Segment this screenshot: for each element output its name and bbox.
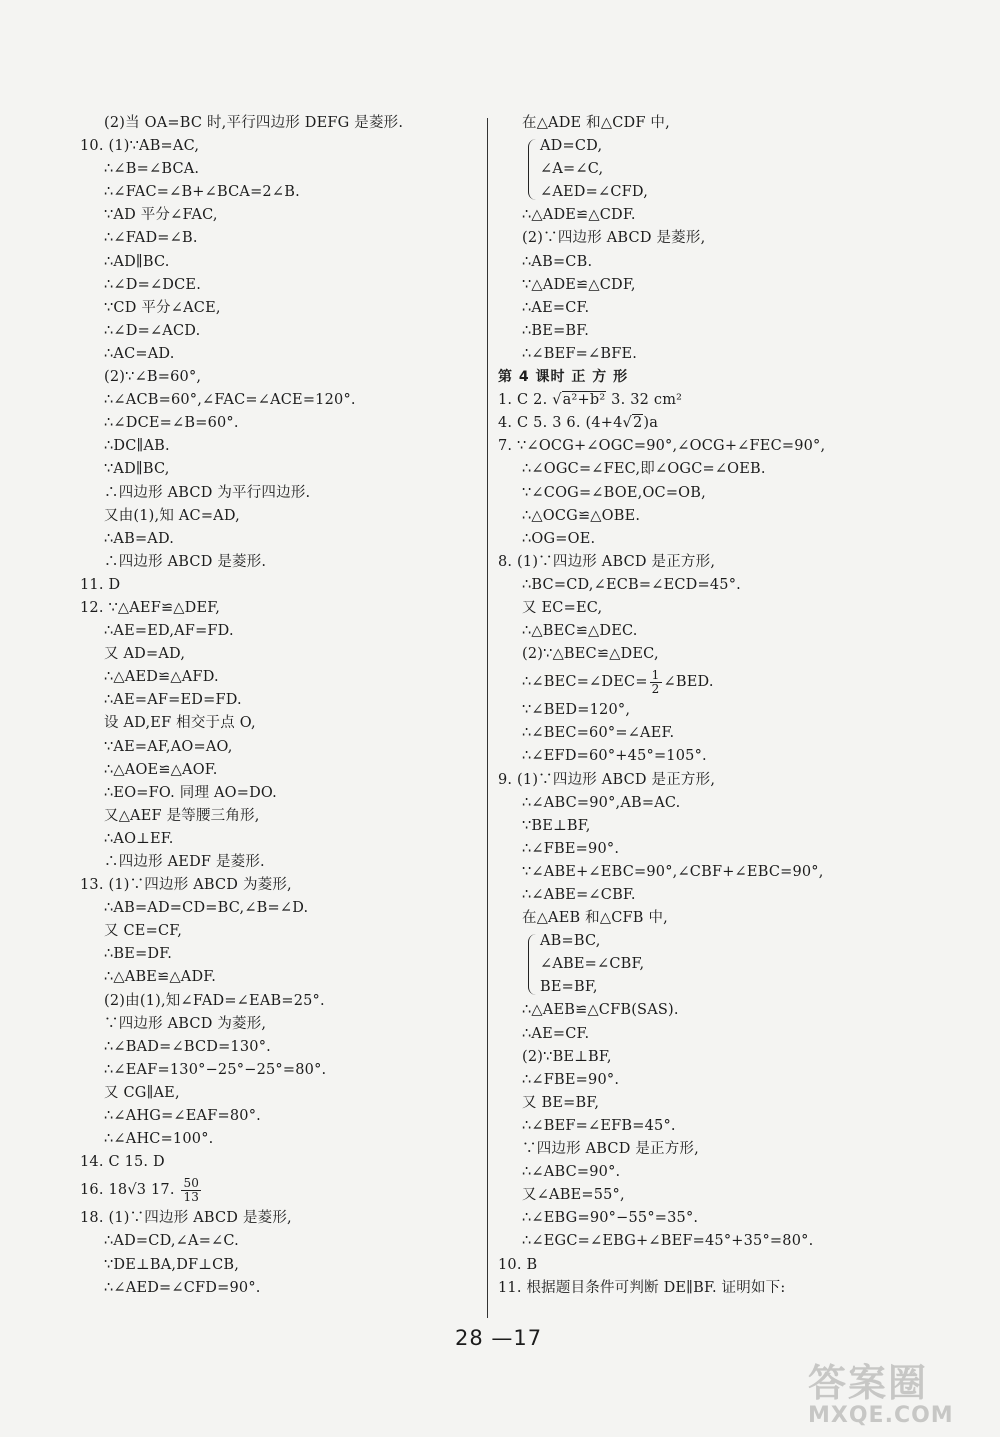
- text-line: ∵BE⊥BF,: [522, 817, 591, 834]
- text-line: ∴AD∥BC.: [104, 253, 170, 270]
- text-line: ∴∠AHC=100°.: [104, 1131, 214, 1148]
- text-line: ∴四边形 ABCD 是菱形.: [104, 553, 267, 570]
- text-line: ∴AE=CF.: [522, 1025, 590, 1042]
- text-line: ∴AO⊥EF.: [104, 830, 174, 847]
- text-line: 18. (1)∵四边形 ABCD 是菱形,: [80, 1210, 292, 1227]
- text-line: ∴AB=CB.: [522, 253, 593, 270]
- text-line: ∴∠EGC=∠EBG+∠BEF=45°+35°=80°.: [522, 1233, 814, 1250]
- text-line: ∴四边形 AEDF 是菱形.: [104, 854, 265, 870]
- left-brace: [528, 139, 537, 200]
- radical-sign: √: [622, 415, 632, 432]
- text-line: 在△AEB 和△CFB 中,: [522, 910, 668, 927]
- brace-system: [498, 930, 938, 999]
- text-line: (2)∵BE⊥BF,: [522, 1048, 612, 1065]
- text-line: 11. 根据题目条件可判断 DE∥BF. 证明如下:: [498, 1279, 786, 1296]
- watermark-url: MXQE.COM: [808, 1403, 954, 1428]
- watermark-logo: [808, 1352, 978, 1428]
- text-line: ∴EO=FO. 同理 AO=DO.: [104, 784, 277, 801]
- text-line: ∴△AOE≌△AOF.: [104, 761, 218, 778]
- line-text: )a: [643, 415, 659, 432]
- page-number: 28 —17: [455, 1326, 543, 1350]
- text-line: ∴∠FBE=90°.: [522, 840, 620, 857]
- text-line: 13. (1)∵四边形 ABCD 为菱形,: [80, 877, 292, 894]
- text-line: ∴∠ABC=90°,AB=AC.: [522, 794, 681, 811]
- text-line: ∴∠EAF=130°−25°−25°=80°.: [104, 1061, 327, 1078]
- text-line: [498, 389, 938, 412]
- text-line: ∴△ADE≌△CDF.: [522, 207, 636, 224]
- text-line: 9. (1)∵四边形 ABCD 是正方形,: [498, 771, 716, 788]
- text-line: ∵四边形 ABCD 是正方形,: [522, 1141, 699, 1158]
- text-line: ∴AE=AF=ED=FD.: [104, 692, 242, 709]
- text-line: 又 AD=AD,: [104, 646, 186, 663]
- text-line: ∵∠BED=120°,: [522, 702, 631, 719]
- text-line: ∴△AED≌△AFD.: [104, 669, 219, 686]
- text-line: [498, 666, 938, 699]
- text-line: ∴四边形 ABCD 为平行四边形.: [104, 484, 311, 501]
- text-line: 8. (1)∵四边形 ABCD 是正方形,: [498, 553, 716, 570]
- text-line: ∴OG=OE.: [522, 530, 596, 547]
- text-line: ∴BE=DF.: [104, 946, 173, 963]
- text-line: 又△AEF 是等腰三角形,: [104, 807, 260, 824]
- text-line: ∴△OCG≌△OBE.: [522, 507, 641, 524]
- line-text: ∴∠BEC=∠DEC=: [522, 674, 648, 691]
- text-line: ∵CD 平分∠ACE,: [104, 299, 221, 316]
- line-text: 3. 32 cm²: [606, 392, 683, 409]
- text-line: ∴∠EFD=60°+45°=105°.: [522, 748, 707, 765]
- brace-line: BE=BF,: [540, 979, 598, 996]
- text-line: ∴∠FAD=∠B.: [104, 230, 198, 247]
- text-line: ∴AB=AD.: [104, 530, 175, 547]
- text-line: ∵AD 平分∠FAC,: [104, 207, 218, 224]
- text-line: ∴AE=CF.: [522, 299, 590, 316]
- text-line: ∵四边形 ABCD 为菱形,: [104, 1015, 267, 1032]
- text-line: ∵AD∥BC,: [104, 461, 170, 478]
- text-line: ∴∠BEF=∠EFB=45°.: [522, 1117, 676, 1134]
- text-line: ∴∠ABE=∠CBF.: [522, 887, 636, 903]
- text-line: ∵∠COG=∠BOE,OC=OB,: [522, 484, 706, 501]
- text-line: ∴∠ABC=90°.: [522, 1164, 621, 1181]
- line-text: 16. 18√3 17.: [80, 1182, 180, 1199]
- line-text: 1. C 2.: [498, 392, 553, 409]
- text-line: (2)由(1),知∠FAD=∠EAB=25°.: [104, 992, 325, 1009]
- text-line: ∴∠FBE=90°.: [522, 1071, 620, 1088]
- text-line: ∵DE⊥BA,DF⊥CB,: [104, 1256, 240, 1273]
- text-line: ∴AC=AD.: [104, 345, 175, 362]
- text-line: ∴∠BEF=∠BFE.: [522, 345, 638, 362]
- radicand: 2: [632, 415, 643, 432]
- fraction-denominator: 2: [651, 681, 660, 696]
- right-column: [498, 112, 938, 1300]
- text-line: [80, 1174, 480, 1207]
- text-line: ∴△ABE≌△ADF.: [104, 969, 217, 986]
- brace-line: ∠AED=∠CFD,: [540, 184, 649, 201]
- section-heading: 第 4 课时 正 方 形: [498, 369, 629, 386]
- fraction-numerator: 1: [651, 667, 660, 682]
- text-line: ∴∠DCE=∠B=60°.: [104, 415, 239, 432]
- text-line: ∴∠AHG=∠EAF=80°.: [104, 1108, 261, 1125]
- text-line: 14. C 15. D: [80, 1154, 165, 1171]
- text-line: ∵∠ABE+∠EBC=90°,∠CBF+∠EBC=90°,: [522, 863, 824, 880]
- text-line: ∵△ADE≌△CDF,: [522, 276, 636, 293]
- text-line: ∴∠BAD=∠BCD=130°.: [104, 1038, 271, 1055]
- line-text: 4. C 5. 3 6. (4+4: [498, 415, 623, 432]
- text-line: ∴∠AED=∠CFD=90°.: [104, 1279, 261, 1296]
- text-line: ∴△BEC≌△DEC.: [522, 623, 638, 640]
- text-line: 又 CG∥AE,: [104, 1084, 180, 1101]
- fraction: [181, 1177, 201, 1204]
- text-line: (2)∵∠B=60°,: [104, 369, 202, 386]
- text-line: ∴BE=BF.: [522, 322, 590, 339]
- text-line: 7. ∵∠OCG+∠OGC=90°,∠OCG+∠FEC=90°,: [498, 438, 826, 455]
- text-line: 10. (1)∵AB=AC,: [80, 138, 200, 155]
- text-line: ∴∠D=∠DCE.: [104, 276, 202, 293]
- text-line: (2)当 OA=BC 时,平行四边形 DEFG 是菱形.: [104, 115, 404, 131]
- text-line: 在△ADE 和△CDF 中,: [522, 115, 670, 131]
- text-line: [498, 412, 938, 435]
- text-line: 又 EC=EC,: [522, 599, 603, 616]
- text-line: ∴∠D=∠ACD.: [104, 322, 201, 339]
- text-line: ∴∠ACB=60°,∠FAC=∠ACE=120°.: [104, 392, 356, 409]
- text-line: ∴DC∥AB.: [104, 438, 170, 455]
- text-line: 10. B: [498, 1256, 538, 1273]
- fraction: [650, 669, 662, 696]
- text-line: 又 CE=CF,: [104, 923, 183, 940]
- text-line: (2)∵四边形 ABCD 是菱形,: [522, 230, 706, 247]
- text-line: 又由(1),知 AC=AD,: [104, 507, 240, 524]
- brace-line: AB=BC,: [540, 933, 601, 950]
- brace-line: AD=CD,: [540, 138, 603, 155]
- fraction-denominator: 13: [183, 1189, 200, 1204]
- text-line: ∴AB=AD=CD=BC,∠B=∠D.: [104, 900, 309, 917]
- brace-line: ∠A=∠C,: [540, 161, 604, 178]
- text-line: 又∠ABE=55°,: [522, 1187, 625, 1204]
- text-line: 11. D: [80, 576, 121, 593]
- text-line: 又 BE=BF,: [522, 1094, 600, 1111]
- line-text: ∠BED.: [663, 674, 714, 691]
- radical-sign: √: [552, 392, 562, 409]
- left-brace: [528, 934, 537, 995]
- fraction-numerator: 50: [183, 1175, 200, 1190]
- text-line: ∴△AEB≌△CFB(SAS).: [522, 1002, 679, 1019]
- text-line: ∴AE=ED,AF=FD.: [104, 623, 234, 640]
- watermark-text: 答案圈: [808, 1361, 929, 1405]
- text-line: ∴∠FAC=∠B+∠BCA=2∠B.: [104, 184, 300, 201]
- brace-line: ∠ABE=∠CBF,: [540, 956, 645, 973]
- text-line: ∴∠B=∠BCA.: [104, 161, 200, 178]
- text-line: 设 AD,EF 相交于点 O,: [104, 715, 256, 732]
- left-column: [80, 112, 480, 1300]
- text-line: ∴AD=CD,∠A=∠C.: [104, 1233, 239, 1250]
- text-line: (2)∵△BEC≌△DEC,: [522, 646, 659, 663]
- text-line: ∴∠BEC=60°=∠AEF.: [522, 725, 675, 742]
- text-line: ∴∠EBG=90°−55°=35°.: [522, 1210, 699, 1227]
- text-line: ∴BC=CD,∠ECB=∠ECD=45°.: [522, 576, 741, 593]
- brace-system: [498, 135, 938, 204]
- column-divider: [487, 118, 488, 1318]
- text-line: 12. ∵△AEF≌△DEF,: [80, 599, 221, 616]
- radicand: a²+b²: [562, 392, 606, 409]
- text-line: ∴∠OGC=∠FEC,即∠OGC=∠OEB.: [522, 461, 766, 478]
- text-line: ∵AE=AF,AO=AO,: [104, 738, 233, 755]
